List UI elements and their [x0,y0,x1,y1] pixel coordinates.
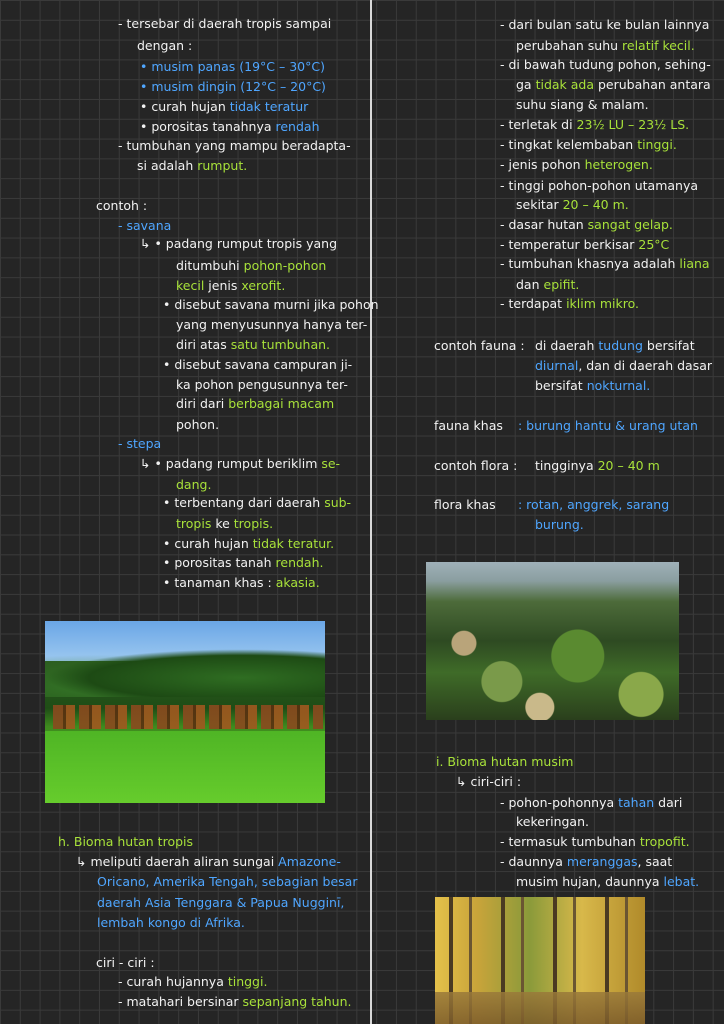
text-line: diri atas satu tumbuhan. [176,337,331,352]
text-line: • terbentang dari daerah sub- [163,495,352,510]
text-line: - tinggi pohon-pohon utamanya [500,178,699,193]
text-line: : rotan, anggrek, sarang [518,497,670,512]
flora-khas-label: flora khas [434,497,496,512]
contoh-fauna-label: contoh fauna : [434,338,525,353]
contoh-label: contoh : [96,198,148,213]
fauna-khas-label: fauna khas [434,418,503,433]
text-line: - termasuk tumbuhan tropofit. [500,834,690,849]
text-line: - terletak di 23½ LU – 23½ LS. [500,117,690,132]
text-line: tingginya 20 – 40 m [535,458,660,473]
text-line: Oricano, Amerika Tengah, sebagian besar [97,874,358,889]
ciri-label: ciri - ciri : [96,955,155,970]
text-line: musim hujan, daunnya lebat. [516,874,700,889]
seasonal-forest-photo [435,897,645,1024]
text-line: - jenis pohon heterogen. [500,157,653,172]
text-line: - tumbuhan khasnya adalah liana [500,256,710,271]
text-line: ↳ meliputi daerah aliran sungai Amazone- [76,854,341,869]
text-line: kekeringan. [516,814,589,829]
text-line: - daunnya meranggas, saat [500,854,673,869]
savanna-photo [45,621,325,803]
text-line: dengan : [137,38,193,53]
text-line: - temperatur berkisar 25°C [500,237,670,252]
page-divider [370,0,372,1024]
text-line: ↳ ciri-ciri : [456,774,522,789]
stepa-heading: - stepa [118,436,162,451]
text-line: burung. [535,517,584,532]
text-line: tropis ke tropis. [176,516,274,531]
text-line: si adalah rumput. [137,158,248,173]
section-i-heading: i. Bioma hutan musim [436,754,574,769]
text-line: - tumbuhan yang mampu beradapta- [118,138,351,153]
text-line: - curah hujannya tinggi. [118,974,268,989]
text-line: • porositas tanahnya rendah [140,119,320,134]
text-line: - di bawah tudung pohon, sehing- [500,57,711,72]
text-line: • curah hujan tidak teratur. [163,536,335,551]
text-line: lembah kongo di Afrika. [97,915,245,930]
contoh-flora-label: contoh flora : [434,458,518,473]
text-line: • curah hujan tidak teratur [140,99,309,114]
text-line: pohon. [176,417,220,432]
text-line: - tingkat kelembaban tinggi. [500,137,677,152]
text-line: • porositas tanah rendah. [163,555,324,570]
text-line: diurnal, dan di daerah dasar [535,358,713,373]
text-line: - dari bulan satu ke bulan lainnya [500,17,710,32]
text-line: - tersebar di daerah tropis sampai [118,16,332,31]
savana-heading: - savana [118,218,172,233]
text-line: : burung hantu & urang utan [518,418,698,433]
text-line: ka pohon pengusunnya ter- [176,377,348,392]
text-line: • musim dingin (12°C – 20°C) [140,79,326,94]
text-line: ga tidak ada perubahan antara [516,77,711,92]
text-line: - terdapat iklim mikro. [500,296,640,311]
text-line: - dasar hutan sangat gelap. [500,217,673,232]
text-line: ↳ • padang rumput beriklim se- [140,456,341,471]
text-line: ditumbuhi pohon-pohon [176,258,327,273]
tropical-forest-photo [426,562,679,720]
text-line: di daerah tudung bersifat [535,338,695,353]
text-line: diri dari berbagai macam [176,396,335,411]
text-line: • disebut savana murni jika pohon [163,297,379,312]
text-line: • tanaman khas : akasia. [163,575,320,590]
text-line: suhu siang & malam. [516,97,649,112]
text-line: dan epifit. [516,277,580,292]
text-line: - matahari bersinar sepanjang tahun. [118,994,352,1009]
text-line: sekitar 20 – 40 m. [516,197,629,212]
text-line: yang menyusunnya hanya ter- [176,317,368,332]
text-line: kecil jenis xerofit. [176,278,286,293]
text-line: dang. [176,477,212,492]
text-line: bersifat nokturnal. [535,378,651,393]
text-line: daerah Asia Tenggara & Papua Nugginī, [97,895,345,910]
text-line: • disebut savana campuran ji- [163,357,353,372]
text-line: • musim panas (19°C – 30°C) [140,59,325,74]
text-line: - pohon-pohonnya tahan dari [500,795,683,810]
text-line: ↳ • padang rumput tropis yang [140,236,338,251]
section-h-heading: h. Bioma hutan tropis [58,834,194,849]
text-line: perubahan suhu relatif kecil. [516,38,695,53]
